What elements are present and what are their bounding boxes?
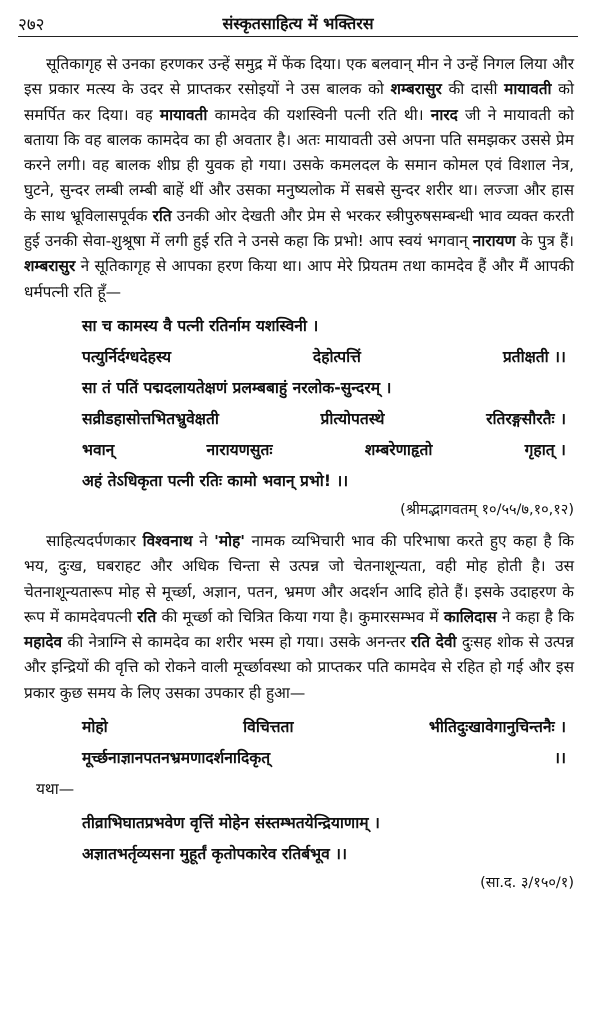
bold-term: रति देवी bbox=[410, 633, 457, 652]
bold-term: शम्बरासुर bbox=[390, 80, 442, 99]
bold-term: रति bbox=[152, 206, 172, 225]
bold-term: नारद bbox=[430, 105, 458, 124]
verse-block-2 bbox=[24, 712, 574, 774]
bold-term: विश्वनाथ bbox=[142, 531, 193, 550]
paragraph-2: साहित्यदर्पणकार विश्वनाथ ने 'मोह' नामक व्यभिचारी भाव की परिभाषा करते हुए कहा है कि भय, दुःख, घबराहट और अधिक चिन्ता से उत्पन्न जो चेतनाशून्यता, वही मोह होती है। उस चेतनाशून्यतारूप मोह से मूर्च्छा, अज्ञान, पतन, भ्रमण और अदर्शन आदि होते हैं। इसके उदाहरण के रूप में कामदेवपत्नी रति की मूर्च्छा को चित्रित किया गया है। कुमारसम्भव में कालिदास ने कहा है कि महादेव की नेत्राग्नि से कामदेव का शरीर भस्म हो गया। उसके अनन्तर रति देवी दुःसह शोक से उत्पन्न और इन्द्रियों की वृत्ति को रोकने वाली मूर्च्छावस्था को प्राप्तकर पति कामदेव से रहित हो गई और इस प्रकार कुछ समय के लिए उसका उपकार ही हुआ— bbox=[24, 531, 575, 702]
verse-line: मूर्च्छनाज्ञानपतनभ्रमणादर्शनादिकृत् ।। bbox=[82, 749, 566, 768]
citation: (श्रीमद्भागवतम् १०/५५/७,१०,१२) bbox=[400, 501, 574, 518]
page-header bbox=[18, 6, 578, 37]
verse-line: सा तं पतिं पद्मदलायतेक्षणं प्रलम्बबाहुं नरलोक-सुन्दरम् । bbox=[82, 378, 392, 397]
verse-line: सा च कामस्य वै पत्नी रतिर्नाम यशस्विनी । bbox=[82, 316, 319, 335]
bold-term: 'मोह' bbox=[214, 531, 245, 550]
bold-term: नारायण bbox=[472, 232, 516, 251]
paragraph-1: सूतिकागृह से उनका हरणकर उन्हें समुद्र में फेंक दिया। एक बलवान् मीन ने उन्हें निगल लिया और इस प्रकार मत्स्य के उदर से प्राप्तकर रसोइयों ने उस बालक को शम्बरासुर की दासी मायावती को समर्पित कर दिया। वह मायावती कामदेव की यशस्विनी पत्नी रति थी। नारद जी ने मायावती को बताया कि वह बालक कामदेव का ही अवतार है। अतः मायावती उसे अपना पति समझकर उससे प्रेम करने लगी। वह बालक शीघ्र ही युवक हो गया। उसके कमलदल के समान कोमल एवं विशाल नेत्र, घुटने, सुन्दर लम्बी लम्बी बाहें थीं और उसका मनुष्यलोक में सबसे सुन्दर शरीर था। लज्जा और हास के साथ भ्रूविलासपूर्वक रति उनकी ओर देखती और प्रेम से भरकर स्त्रीपुरुषसम्बन्धी भाव व्यक्त करती हुई उनकी सेवा-शुश्रूषा में लगी हुई रति ने उनसे कहा कि प्रभो! आप स्वयं भगवान् नारायण के पुत्र हैं। शम्बरासुर ने सूतिकागृह से आपका हरण किया था। आप मेरे प्रियतम तथा कामदेव हैं और मैं आपकी धर्मपत्नी रति हूँ— bbox=[24, 55, 574, 301]
verse-line: तीव्राभिघातप्रभवेण वृत्तिं मोहेन संस्तम्भतयेन्द्रियाणाम् । bbox=[82, 814, 380, 833]
verse-block-1 bbox=[24, 311, 574, 497]
verse-line: सव्रीडहासोत्तभितभ्रुवेक्षती प्रीत्योपतस्थे रतिरङ्गसौरतैः । bbox=[82, 409, 566, 428]
verse-block-3 bbox=[24, 808, 574, 870]
bold-term: मायावती bbox=[159, 105, 208, 124]
page-body bbox=[24, 52, 574, 902]
bold-term: रति bbox=[137, 607, 157, 626]
yatha-label: यथा— bbox=[36, 780, 75, 799]
verse-line: मोहो विचित्तता भीतिदुःखावेगानुचिन्तनैः । bbox=[82, 718, 566, 737]
verse-line: पत्युर्निर्दग्धदेहस्य देहोत्पत्तिं प्रतीक्षती ।। bbox=[82, 347, 566, 366]
citation: (सा.द. ३/१५०/१) bbox=[480, 875, 574, 892]
verse-line: भवान् नारायणसुतः शम्बरेणाहृतो गृहात् । bbox=[82, 440, 566, 459]
page-number: २७२ bbox=[18, 15, 45, 35]
bold-term: शम्बरासुर bbox=[24, 257, 76, 276]
verse-line: अज्ञातभर्तृव्यसना मुहूर्तं कृतोपकारेव रतिर्बभूव ।। bbox=[82, 845, 347, 864]
verse-line: अहं तेऽधिकृता पत्नी रतिः कामो भवान् प्रभो! ।। bbox=[82, 471, 349, 490]
bold-term: कालिदास bbox=[443, 607, 497, 626]
bold-term: मायावती bbox=[504, 80, 552, 99]
running-title: संस्कृतसाहित्य में भक्तिरस bbox=[222, 14, 374, 33]
bold-term: महादेव bbox=[24, 633, 63, 652]
